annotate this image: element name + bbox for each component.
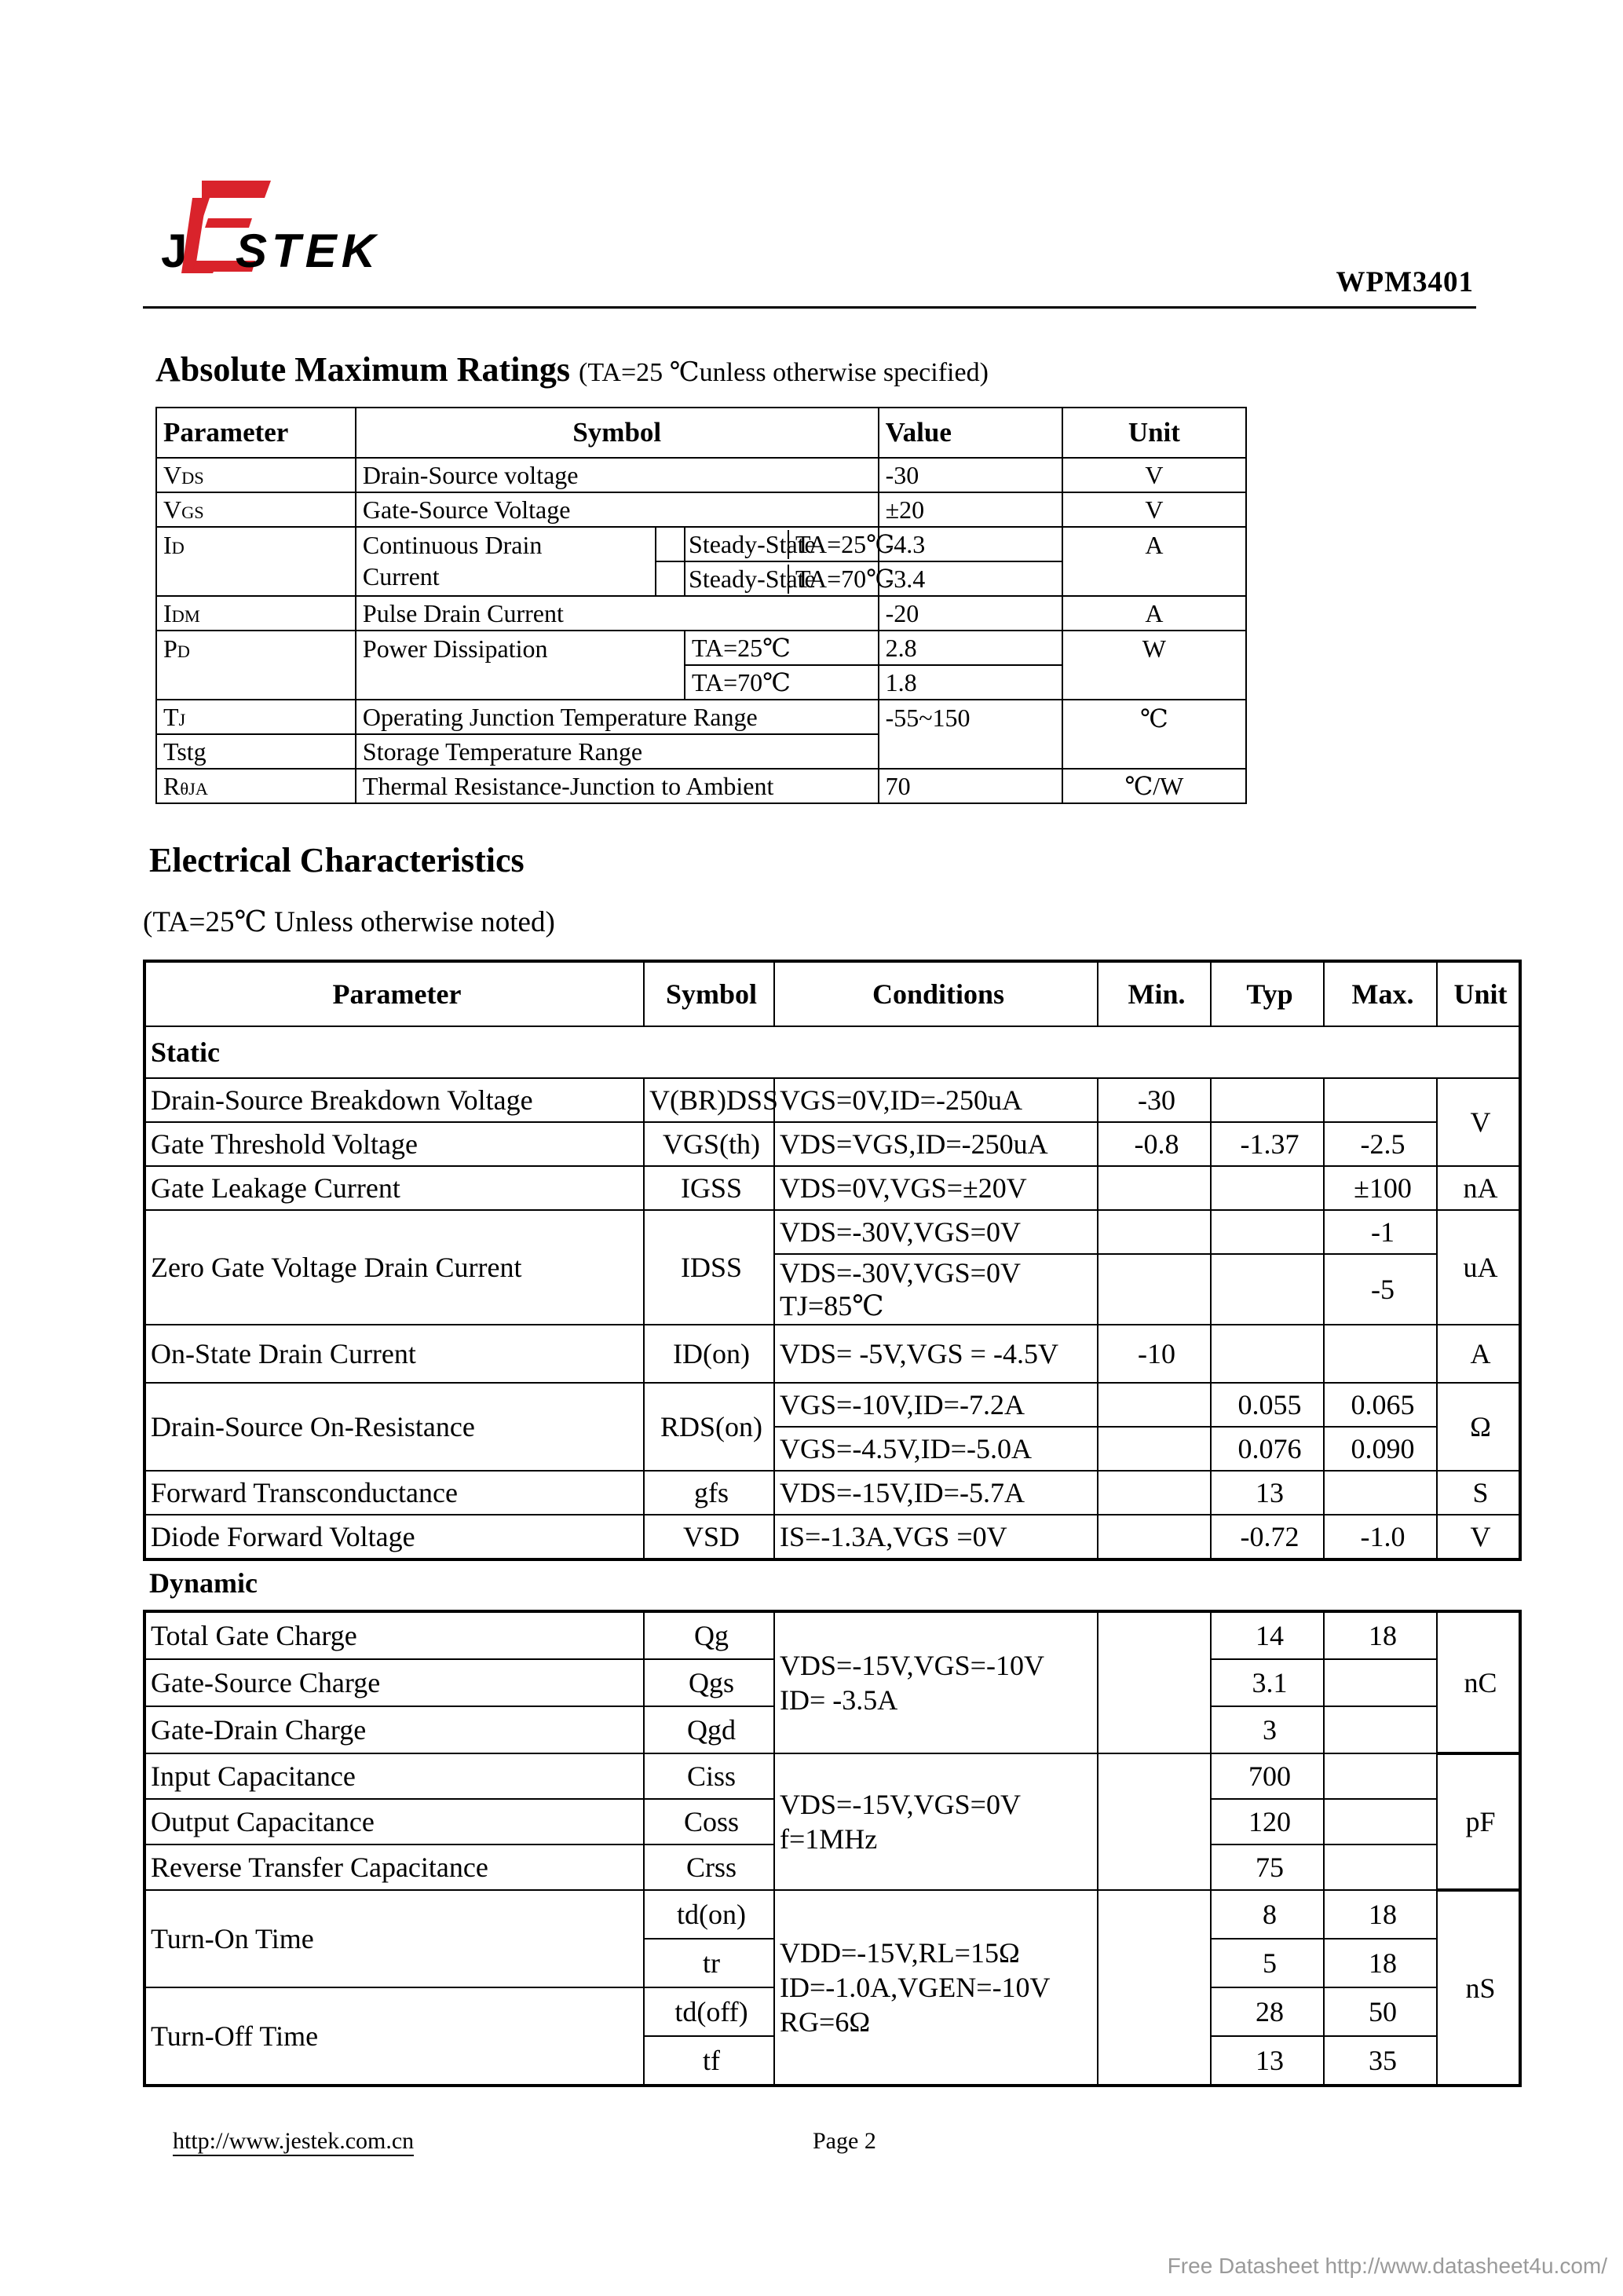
max-cell: 0.090 <box>1324 1427 1437 1471</box>
sym-cell: Qgd <box>644 1706 774 1753</box>
state-cell <box>656 527 685 561</box>
typ-cell: 13 <box>1211 1471 1324 1515</box>
table-row <box>156 631 1246 665</box>
sym-cell: VGS(th) <box>644 1122 774 1166</box>
sym-cell: RθJA <box>156 769 356 803</box>
unit-cell: A <box>1062 527 1246 596</box>
sym-cell: td(off) <box>644 1987 774 2036</box>
sym-cell: td(on) <box>644 1890 774 1939</box>
value-cell: -30 <box>879 458 1062 492</box>
max-cell: -5 <box>1324 1254 1437 1325</box>
param-cell: Total Gate Charge <box>144 1611 644 1659</box>
sym-cell: VGS <box>156 492 356 527</box>
typ-cell: 3.1 <box>1211 1659 1324 1706</box>
col-max: Max. <box>1324 961 1437 1026</box>
desc-cell: Power Dissipation <box>356 631 685 700</box>
sym-cell: Crss <box>644 1844 774 1890</box>
sym-cell: IDM <box>156 596 356 631</box>
desc-cell: Pulse Drain Current <box>356 596 879 631</box>
param-cell: Drain-Source On-Resistance <box>144 1383 644 1471</box>
col-value: Value <box>879 408 1062 458</box>
param-cell: Drain-Source Breakdown Voltage <box>144 1078 644 1122</box>
sym-cell: tf <box>644 2036 774 2086</box>
section-row <box>144 1026 1520 1078</box>
sym-cell: IDSS <box>644 1210 774 1325</box>
sym-cell: RDS(on) <box>644 1383 774 1471</box>
min-cell: -10 <box>1098 1325 1211 1383</box>
table-row <box>156 527 1246 561</box>
sym-cell: VSD <box>644 1515 774 1559</box>
max-cell: 0.065 <box>1324 1383 1437 1427</box>
ec-title: Electrical Characteristics <box>149 841 525 879</box>
unit-cell: pF <box>1437 1753 1520 1890</box>
table-row <box>144 1890 1520 1939</box>
typ-cell: 28 <box>1211 1987 1324 2036</box>
unit-cell: Ω <box>1437 1383 1520 1471</box>
unit-cell: V <box>1062 458 1246 492</box>
max-cell: -1 <box>1324 1210 1437 1254</box>
table-row <box>144 1515 1520 1559</box>
table-row <box>144 1210 1520 1254</box>
unit-cell: V <box>1062 492 1246 527</box>
header-rule <box>143 306 1476 309</box>
typ-cell: -1.37 <box>1211 1122 1324 1166</box>
value-cell: -20 <box>879 596 1062 631</box>
param-cell: Gate-Drain Charge <box>144 1706 644 1753</box>
dynamic-label: Dynamic <box>149 1567 258 1599</box>
col-unit: Unit <box>1062 408 1246 458</box>
table-row <box>144 1325 1520 1383</box>
value-cell: ±20 <box>879 492 1062 527</box>
col-parameter: Parameter <box>144 961 644 1026</box>
table-row <box>144 1753 1520 1799</box>
sym-cell: tr <box>644 1939 774 1987</box>
param-cell: Reverse Transfer Capacitance <box>144 1844 644 1890</box>
param-cell: Diode Forward Voltage <box>144 1515 644 1559</box>
dynamic-characteristics-table <box>143 1610 1522 2087</box>
typ-cell: 8 <box>1211 1890 1324 1939</box>
unit-cell: nS <box>1437 1890 1520 2086</box>
param-cell: Turn-Off Time <box>144 1987 644 2086</box>
unit-cell: W <box>1062 631 1246 700</box>
ta-cell: Steady-StateTA=70℃ <box>685 561 879 596</box>
typ-cell: 0.055 <box>1211 1383 1324 1427</box>
cond-cell: VDD=-15V,RL=15Ω ID=-1.0A,VGEN=-10V RG=6Ω <box>774 1890 1098 2086</box>
sym-cell: ID <box>156 527 356 596</box>
sym-cell: V(BR)DSS <box>644 1078 774 1122</box>
page-number: Page 2 <box>813 2128 876 2154</box>
max-cell: 35 <box>1324 2036 1437 2086</box>
watermark: Free Datasheet http://www.datasheet4u.com/ <box>1167 2254 1607 2278</box>
cond-cell: VDS=-15V,VGS=-10V ID= -3.5A <box>774 1611 1098 1753</box>
sym-cell: PD <box>156 631 356 700</box>
max-cell: 18 <box>1324 1890 1437 1939</box>
sym-cell: Tstg <box>156 734 356 769</box>
table-header-row <box>144 961 1520 1026</box>
amr-heading <box>155 349 989 389</box>
unit-cell: uA <box>1437 1210 1520 1325</box>
min-cell: -0.8 <box>1098 1122 1211 1166</box>
col-typ: Typ <box>1211 961 1324 1026</box>
value-cell: 1.8 <box>879 665 1062 700</box>
cond-cell: IS=-1.3A,VGS =0V <box>774 1515 1098 1559</box>
amr-title: Absolute Maximum Ratings <box>155 350 571 389</box>
param-cell: Gate-Source Charge <box>144 1659 644 1706</box>
col-symbol: Symbol <box>644 961 774 1026</box>
sym-cell: IGSS <box>644 1166 774 1210</box>
cond-cell: VDS=-15V,ID=-5.7A <box>774 1471 1098 1515</box>
desc-cell: Storage Temperature Range <box>356 734 879 769</box>
typ-cell: 3 <box>1211 1706 1324 1753</box>
unit-cell: A <box>1437 1325 1520 1383</box>
unit-cell: ℃ <box>1062 700 1246 769</box>
sym-cell: gfs <box>644 1471 774 1515</box>
cond-cell: VDS= -5V,VGS = -4.5V <box>774 1325 1098 1383</box>
svg-text:STEK: STEK <box>236 225 381 277</box>
sym-cell: Qg <box>644 1611 774 1659</box>
unit-cell: ℃/W <box>1062 769 1246 803</box>
desc-cell: Continuous Drain Current <box>356 527 656 596</box>
part-number: WPM3401 <box>1336 266 1474 298</box>
param-cell: Input Capacitance <box>144 1753 644 1799</box>
table-row <box>156 769 1246 803</box>
param-cell: On-State Drain Current <box>144 1325 644 1383</box>
electrical-characteristics-table <box>143 960 1522 1561</box>
jestek-logo <box>161 174 397 276</box>
unit-cell: V <box>1437 1078 1520 1166</box>
table-row <box>156 492 1246 527</box>
cond-cell: VGS=-4.5V,ID=-5.0A <box>774 1427 1098 1471</box>
typ-cell: 0.076 <box>1211 1427 1324 1471</box>
value-cell: 70 <box>879 769 1062 803</box>
cond-cell: VDS=-15V,VGS=0V f=1MHz <box>774 1753 1098 1890</box>
table-row <box>144 1078 1520 1122</box>
table-header-row <box>156 408 1246 458</box>
typ-cell: 13 <box>1211 2036 1324 2086</box>
desc-cell: Operating Junction Temperature Range <box>356 700 879 734</box>
table-row <box>144 1166 1520 1210</box>
max-cell: -1.0 <box>1324 1515 1437 1559</box>
typ-cell: -0.72 <box>1211 1515 1324 1559</box>
ta-cell: TA=25℃ <box>685 631 879 665</box>
cond-cell: VGS=0V,ID=-250uA <box>774 1078 1098 1122</box>
sym-cell: Coss <box>644 1799 774 1844</box>
svg-text:J: J <box>161 225 188 277</box>
ta-cell: Steady-StateTA=25℃ <box>685 527 879 561</box>
sym-cell: TJ <box>156 700 356 734</box>
col-min: Min. <box>1098 961 1211 1026</box>
table-row <box>156 596 1246 631</box>
unit-cell: S <box>1437 1471 1520 1515</box>
unit-cell: nC <box>1437 1611 1520 1753</box>
cond-cell: VDS=-30V,VGS=0V <box>774 1210 1098 1254</box>
amr-condition: (TA=25 ℃unless otherwise specified) <box>579 358 989 387</box>
desc-cell: Gate-Source Voltage <box>356 492 879 527</box>
unit-cell: nA <box>1437 1166 1520 1210</box>
table-row <box>156 458 1246 492</box>
typ-cell: 120 <box>1211 1799 1324 1844</box>
col-conditions: Conditions <box>774 961 1098 1026</box>
param-cell: Turn-On Time <box>144 1890 644 1987</box>
param-cell: Gate Leakage Current <box>144 1166 644 1210</box>
max-cell: 50 <box>1324 1987 1437 2036</box>
cond-cell: VDS=-30V,VGS=0V TJ=85℃ <box>774 1254 1098 1325</box>
param-cell: Forward Transconductance <box>144 1471 644 1515</box>
table-row <box>144 1611 1520 1659</box>
param-cell: Output Capacitance <box>144 1799 644 1844</box>
absolute-max-ratings-table <box>155 407 1247 804</box>
cond-cell: VGS=-10V,ID=-7.2A <box>774 1383 1098 1427</box>
col-symbol: Symbol <box>356 408 879 458</box>
param-cell: Zero Gate Voltage Drain Current <box>144 1210 644 1325</box>
typ-cell: 700 <box>1211 1753 1324 1799</box>
footer-url-link[interactable]: http://www.jestek.com.cn <box>173 2128 414 2156</box>
table-row <box>156 700 1246 734</box>
value-cell: 2.8 <box>879 631 1062 665</box>
max-cell: -2.5 <box>1324 1122 1437 1166</box>
unit-cell: A <box>1062 596 1246 631</box>
max-cell: 18 <box>1324 1611 1437 1659</box>
value-cell: -3.4 <box>879 561 1062 596</box>
table-row <box>144 1471 1520 1515</box>
value-cell: -4.3 <box>879 527 1062 561</box>
sym-cell: ID(on) <box>644 1325 774 1383</box>
typ-cell: 14 <box>1211 1611 1324 1659</box>
unit-cell: V <box>1437 1515 1520 1559</box>
cond-cell: VDS=0V,VGS=±20V <box>774 1166 1098 1210</box>
ec-note: (TA=25℃ Unless otherwise noted) <box>143 906 555 938</box>
max-cell: ±100 <box>1324 1166 1437 1210</box>
col-parameter: Parameter <box>156 408 356 458</box>
ta-cell: TA=70℃ <box>685 665 879 700</box>
sym-cell: VDS <box>156 458 356 492</box>
desc-cell: Drain-Source voltage <box>356 458 879 492</box>
max-cell: 18 <box>1324 1939 1437 1987</box>
value-cell: -55~150 <box>879 700 1062 769</box>
param-cell: Gate Threshold Voltage <box>144 1122 644 1166</box>
table-row <box>144 1122 1520 1166</box>
table-row <box>144 1383 1520 1427</box>
typ-cell: 5 <box>1211 1939 1324 1987</box>
sym-cell: Qgs <box>644 1659 774 1706</box>
sym-cell: Ciss <box>644 1753 774 1799</box>
cond-cell: VDS=VGS,ID=-250uA <box>774 1122 1098 1166</box>
min-cell: -30 <box>1098 1078 1211 1122</box>
col-unit: Unit <box>1437 961 1520 1026</box>
static-label: Static <box>144 1026 1520 1078</box>
typ-cell: 75 <box>1211 1844 1324 1890</box>
desc-cell: Thermal Resistance-Junction to Ambient <box>356 769 879 803</box>
